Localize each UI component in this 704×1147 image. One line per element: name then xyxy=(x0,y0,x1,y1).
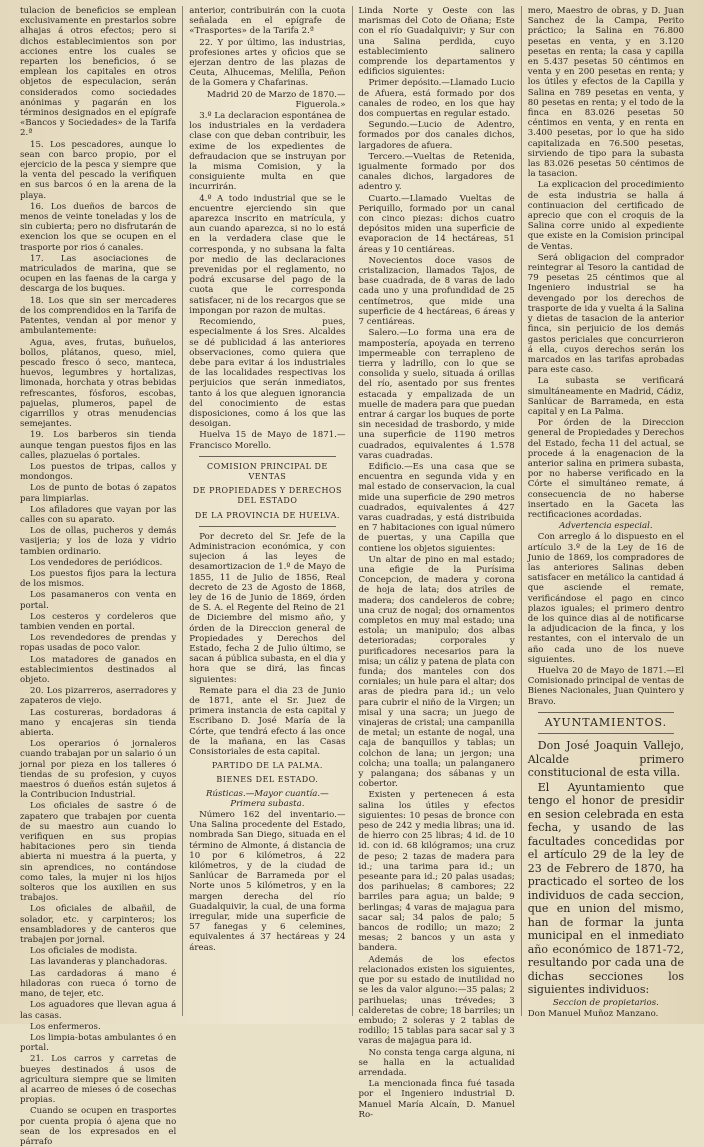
section-heading: COMISION PRINCIPAL DE VENTAS xyxy=(207,461,328,481)
paragraph: 3.º La declaracion espontánea de los industriales en la verdadera clase con que deban contribuir, les exime de los expedientes de defraudacion que se instruyan por la misma Comision, y la consiguiente multa en que incurrirán. xyxy=(189,111,346,193)
column-4 xyxy=(522,6,690,1019)
divider xyxy=(199,526,335,527)
paragraph: 20. Los pizarreros, aserradores y zapateros de viejo. xyxy=(20,686,177,707)
paragraph: La explicacion del procedimiento de esta industria se halla á continuacion del certificado de aprecio que con el croquis de la Salina corre unido al expediente que existe en la Comision principal de Ventas. xyxy=(527,180,684,252)
paragraph: Los oficiales de sastre ó de zapatero que trabajen por cuenta de su maestro aun cuando lo verifiquen en sus propias habitaciones pero sin tienda abierta ni muestra á la puerta, y sin aprendices, no contándose como tales, la mujer ni los hijos solteros que los auxilien en sus trabajos. xyxy=(20,801,177,904)
paragraph: anterior, contribuirán con la cuota señalada en el epígrafe de «Trasportes» de la Tarifa 2.ª xyxy=(189,6,346,37)
paragraph: 18. Los que sin ser mercaderes de los comprendidos en la Tarifa de Patentes, vendan al por menor y ambulantemente: xyxy=(20,295,177,337)
paragraph: Agua, aves, frutas, buñuelos, bollos, plátanos, queso, miel, pescado fresco ó seco, manteca, huevos, legumbres y hortalizas, limonada, horchata y otras bebidas refrescantes, fósforos, escobas, pajuelas, plumeros, papel de cigarrillos y otras menudencias semejantes. xyxy=(20,337,177,430)
paragraph: Los revendedores de prendas y ropas usadas de poco valor. xyxy=(20,633,177,654)
paragraph: Los oficiales de albañil, de solador, etc. y carpinteros; los ensambladores y de canteros que trabajen por jornal. xyxy=(20,904,177,946)
section-subheading: DE PROPIEDADES Y DERECHOS DEL ESTADO xyxy=(192,486,342,506)
paragraph: Los afiladores que vayan por las calles con su aparato. xyxy=(20,504,177,525)
paragraph: tulacion de beneficios se emplean exclusivamente en prestarlos sobre alhajas á otros efectos; pero si dichos establecimientos son por acciones entre los cuales se reparten los beneficios, ó se emplean los capitales en otros objetos de especulacion, serán considerados como sociedades anónimas y pagarán en los términos designados en el epígrafe «Bancos y Sociedades» de la Tarifa 2.ª xyxy=(20,6,177,139)
paragraph: Los de punto de botas ó zapatos para limpiarlas. xyxy=(20,483,177,504)
divider xyxy=(538,733,674,734)
paragraph: 19. Los barberos sin tienda aunque tengan puestos fijos en las calles, plazuelas ó portales. xyxy=(20,430,177,461)
auction-type: Rústicas.—Mayor cuantía.—Primera subasta. xyxy=(206,788,329,809)
paragraph: Las cardadoras á mano é hiladoras con rueca ó torno de mano, de tejer, etc. xyxy=(20,968,177,1000)
paragraph: Cuarto.—Llamado Vueltas de Periquillo, formado por un canal con cinco piezas: dichos cuatro depósitos miden una superficie de evaporacion de 14 hectáreas, 51 áreas y 10 centiáreas. xyxy=(358,193,515,255)
paragraph: mero, Maestro de obras, y D. Juan Sanchez de la Campa, Perito práctico; la Salina en 76.800 pesetas en venta, y en 3.120 pesetas en renta; la casa y capilla en 5.437 pesetas 50 céntimos en venta y en 200 pesetas en renta; y los útiles y efectos de la Capilla y Salina en 789 pesetas en venta, y 80 pesetas en renta; y el todo de la finca en 83.026 pesetas 50 céntimos en venta, y en renta en 3.400 pesetas, por lo que ha sido capitalizada en 76.500 pesetas, sirviendo de tipo para la subasta las 83.026 pesetas 50 céntimos de la tasacion. xyxy=(527,6,684,180)
paragraph: Además de los efectos relacionados existen los siguientes, que por su estado de inutilidad no se les da valor alguno:—35 palas; 2 parihuelas; unas trévedes; 3 calderetas de cobre; 18 barriles; un embudo; 2 soleras y 2 tablas de rodillo; 15 tablas para sacar sal y 3 varas de majagua para id. xyxy=(358,954,515,1047)
paragraph: Segundo.—Lucio de Adentro, formados por dos canales dichos, largadores de afuera. xyxy=(358,120,515,151)
paragraph: Existen y pertenecen á esta salina los útiles y efectos siguientes: 10 pesas de bronce con peso de 242 y media libras; una id. de hierro con 25 libras; 4 id. de 10 id. con id. 68 kilógramos; una cruz de peso; 2 tazas de madera para id.; una tarima para id.; un peseante para id.; 20 palas usadas; dos parihuelas; 8 cambores; 22 barriles para agua; un balde; 9 berlingas; 4 varas de majagua para sacar sal; 34 palos de palo; 5 bancos de rodillo; un mazo; 2 mesas; 2 bancos y un asta y bandera. xyxy=(358,790,515,954)
paragraph: Los limpia-botas ambulantes ó en portal. xyxy=(20,1032,177,1054)
paragraph: Los vendedores de periódicos. xyxy=(30,557,163,568)
column-1 xyxy=(14,6,183,1147)
ayuntamientos-heading: AYUNTAMIENTOS. xyxy=(544,715,668,729)
paragraph: Los aguadores que llevan agua á las casas. xyxy=(20,1000,177,1021)
paragraph: Primer depósito.—Llamado Lucio de Afuera, está formado por dos canales de rodeo, en los que hay dos compuertas en regular estado. xyxy=(358,78,515,120)
paragraph: Las lavanderas y planchadoras. xyxy=(30,957,168,968)
paragraph: Los oficiales de modista. xyxy=(30,946,138,957)
paragraph: 16. Los dueños de barcos de menos de veinte toneladas y los de sin cubierta; pero no disfrutarán de exencion los que se ocupen en el trasporte por rios ó canales. xyxy=(20,201,177,253)
paragraph: Salero.—Lo forma una era de mampostería, apoyada en terreno impermeable con terrapleno de tierra y ladrillo, con lo que se consolida y suelo, situada á orillas del río, asentado por sus frentes estacada y empalizada de un muelle de madera para que puedan entrar á cargar los buques de porte sin necesidad de trasbordo, y mide una superficie de 1190 metros cuadrados, equivalentes á 1.578 varas cuadradas. xyxy=(358,328,515,461)
district-heading: PARTIDO DE LA PALMA. xyxy=(211,761,323,771)
advert-heading: Advertencia especial. xyxy=(559,521,653,532)
section-title: Seccion de propietarios. xyxy=(552,997,659,1008)
paragraph: Los puestos fijos para la lectura de los mismos. xyxy=(20,568,177,590)
paragraph: Número 162 del inventario.—Una Salina procedente del Estado, nombrada San Diego, situada en el término de Almonte, á distancia de 10 por 6 kilómetros, á 22 kilómetros, y de la ciudad de Sanlúcar de Barrameda por el Norte unos 5 kilómetros, y en la margen derecha del río Guadalquivir, la cual, de una forma irregular, mide una superficie de 57 fanegas y 6 celemines, equivalentes á 37 hectáreas y 24 áreas. xyxy=(189,810,346,953)
paragraph: Los operarios ó jornaleros cuando trabajan por un salario ó un jornal por pieza en los talleres ó tiendas de su profesion, y cuyos maestros ó dueños están sujetos á la Contribucion Industrial. xyxy=(20,739,177,801)
paragraph: 15. Los pescadores, aunque lo sean con barco propio, por el ejercicio de la pesca y siempre que la venta del pescado la verifiquen en sus barcos ó en la arena de la playa. xyxy=(20,139,177,201)
paragraph: Recomiendo, pues, especialmente á los Sres. Alcaldes se dé publicidad á las anteriores observaciones, como quiera que debe para evitar á los industriales de las localidades respectivas los perjuicios que serán inmediatos, tanto á los que aleguen ignorancia del conocimiento de estas disposiciones, como á los que las desoigan. xyxy=(189,317,346,430)
signature-line: Huelva 15 de Mayo de 1871.—Francisco Morello. xyxy=(189,430,346,451)
paragraph: Los puestos de tripas, callos y mondongos. xyxy=(20,461,177,483)
column-2 xyxy=(183,6,352,1016)
paragraph: Tercero.—Vueltas de Retenida, igualmente formado por dos canales dichos, largadores de adentro y. xyxy=(358,151,515,193)
paragraph: Los pasamaneros con venta en portal. xyxy=(20,590,177,611)
paragraph: Por órden de la Direccion general de Propiedades y Derechos del Estado, fecha 11 del actual, se procede á la enagenacion de la anterior salina en primera subasta, por no haberse verificado en la Córte el simultáneo remate, á consecuencia de no haberse insertado en la Gaceta las rectificaciones acordadas. xyxy=(527,418,684,520)
paragraph: Novecientos doce vasos de cristalizacion, llamados Tajos, de base cuadrada, de 8 varas de lado cada uno y una profundidad de 25 centímetros, que mide una superficie de 4 hectáreas, 6 áreas y 7 centiáreas. xyxy=(358,255,515,328)
paragraph: Será obligacion del comprador reintegrar al Tesoro la cantidad de 79 pesetas 25 céntimos que al Ingeniero industrial se ha devengado por los derechos de trasporte de ida y vuelta á la Salina y dietas de tasacion de la anterior finca, sin perjuicio de los demás gastos periciales que concurrieron á ella, cuyos derechos serán los marcados en las tarifas aprobadas para este caso. xyxy=(527,252,684,376)
paragraph: Por decreto del Sr. Jefe de la Administracion económica, y con sujecion á las leyes de desamortizacion de 1.º de Mayo de 1855, 11 de Julio de 1856, Real decreto de 23 de Agosto de 1868, ley de 16 de Junio de 1869, órden de S. A. el Regente del Reino de 21 de Diciembre del mismo año, y órden de la Direccion general de Propiedades y Derechos del Estado, fecha 2 de Julio último, se sacan á pública subasta, en el dia y hora que se dirá, las fincas siguientes: xyxy=(189,531,346,685)
paragraph: No consta tenga carga alguna, ni se halla en la actualidad arrendada. xyxy=(358,1047,515,1078)
paragraph: La subasta se verificará simultáneamente en Madrid, Cádiz, Sanlúcar de Barrameda, en esta capital y en La Palma. xyxy=(527,376,684,417)
paragraph: 22. Y por último, las industrias, profesiones artes y oficios que se ejerzan dentro de las plazas de Ceuta, Alhucemas, Melilla, Peñon de la Gomera y Chafarinas. xyxy=(189,37,346,89)
paragraph: Don José Joaquin Vallejo, Alcalde primero constitucional de esta villa. xyxy=(527,739,684,780)
divider xyxy=(538,712,674,713)
paragraph: Los matadores de ganados en establecimientos destinados al objeto. xyxy=(20,654,177,685)
paragraph: Edificio.—Es una casa que se encuentra en segunda vida y en mal estado de conservacion, la cual mide una superficie de 290 metros cuadrados, equivalentes á 427 varas cuadradas, y está distribuida en 7 habitaciones con igual número de puertas, y una Capilla que contiene los objetos siguientes: xyxy=(358,461,515,554)
paragraph: El Ayuntamiento que tengo el honor de presidir en sesion celebrada en esta fecha, y usando de las facultades concedidas por el artículo 29 de la ley de 23 de Febrero de 1870, ha practicado el sorteo de los individuos de cada seccion, que en union del mismo, han de formar la junta municipal en el inmediato año económico de 1871-72, resultando por cada una de dichas secciones los siguientes individuos: xyxy=(527,780,684,997)
paragraph: 4.º A todo industrial que se le encuentre ejerciendo sin que aparezca inscrito en matrícula, y aun cuando aparezca, si no lo está en la verdadera clase que le corresponda, y no subsana la falta por medio de las declaraciones prevenidas por el reglamento, no podrá excusarse del pago de la cuota que le corresponda satisfacer, ni de los recargos que se impongan por razon de multas. xyxy=(189,193,346,316)
paragraph: Un altar de pino en mal estado; una efigie de la Purísima Concepcion, de madera y corona de hoja de lata; dos atriles de madera; dos candeleros de cobre; una cruz de nogal; dos ornamentos completos en muy mal estado; una estola; un manipulo; dos albas deterioradas; corporales y purificadores necesarios para la misa; un cáliz y patena de plata con funda; dos manteles con dos corniales; un hule para el altar; dos aras de piedra para id.; un velo para cubrir el niño de la Virgen; un misal y una sacra; un juego de vinajeras de cristal; una campanilla de metal; un estante de nogal, una caja de banquillos y tablas; un colchon de lana; un jergon; una colcha; una toalla; un palanganero y palangana; dos sábanas y un cobertor. xyxy=(358,554,515,790)
text-columns xyxy=(14,6,690,1147)
divider xyxy=(199,456,335,457)
paragraph: Huelva 20 de Mayo de 1871.—El Comisionado principal de ventas de Bienes Nacionales, Juan Quintero y Bravo. xyxy=(527,666,684,707)
paragraph: La mencionada finca fué tasada por el Ingeniero industrial D. Manuel María Alcaín, D. Manuel Ro- xyxy=(358,1079,515,1120)
paragraph: 17. Las asociaciones de matriculados de marina, que se ocupen en las faenas de la carga y descarga de los buques. xyxy=(20,253,177,295)
paragraph: Los enfermeros. xyxy=(30,1021,101,1032)
section-subheading: DE LA PROVINCIA DE HUELVA. xyxy=(194,510,340,520)
paragraph: Los cesteros y cordeleros que tambien venden en portal. xyxy=(20,611,177,632)
paragraph: Remate para el dia 23 de Junio de 1871, ante el Sr. Juez de primera instancia de esta capital y Escribano D. José María de la Córte, que tendrá efecto á las once de la mañana, en las Casas Consistoriales de esta capital. xyxy=(189,685,346,758)
paragraph: 21. Los carros y carretas de bueyes destinados á usos de agricultura siempre que se limiten al acarreo de mieses ó de cosechas propias. xyxy=(20,1054,177,1106)
paragraph: Los de ollas, pucheros y demás vasijeria; y los de loza y vidrio tambien ordinario. xyxy=(20,526,177,557)
paragraph: Las costureras, bordadoras á mano y encajeras sin tienda abierta. xyxy=(20,707,177,739)
paragraph: Cuando se ocupen en trasportes por cuenta propia ó ajena que no sean de los expresados en el párrafo xyxy=(20,1106,177,1147)
signature-line: Madrid 20 de Marzo de 1870.—Figuerola.» xyxy=(207,89,346,110)
member-name: Don Manuel Muñoz Manzano. xyxy=(527,1008,659,1019)
column-3 xyxy=(353,6,522,1120)
paragraph: Con arreglo á lo dispuesto en el artículo 3.º de la Ley de 16 de Junio de 1869, los compradores de las anteriores Salinas deben satisfacer en metálico la cantidad á que asciende el remate, verificándose el pago en cinco plazos iguales; el primero dentro de los quince dias al de notificarse la adjudicacion de la finca, y los restantes, con el intervalo de un año cada uno de los nueve siguientes. xyxy=(527,532,684,665)
district-subheading: BIENES DEL ESTADO. xyxy=(216,775,319,785)
paragraph: Linda Norte y Oeste con las marismas del Coto de Oñana; Este con el río Guadalquivir; y Sur con una Salina perdida, cuyo establecimiento salinero comprende los departamentos y edificios siguientes: xyxy=(358,6,515,78)
